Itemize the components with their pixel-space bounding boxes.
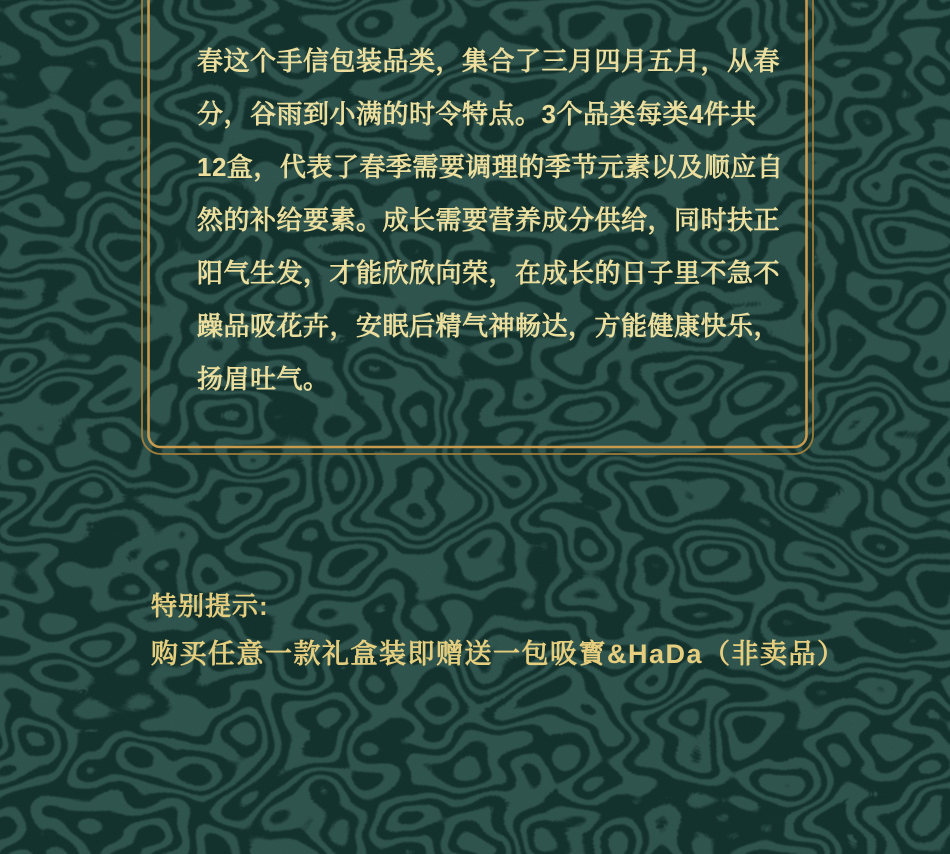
intro-paragraph bbox=[197, 35, 784, 406]
notice-heading: 特别提示: bbox=[151, 591, 269, 621]
notice-body: 购买任意一款礼盒装即赠送一包吸寳&HaDa（非卖品） bbox=[151, 639, 846, 669]
intro-line-5: 阳气生发，才能欣欣向荣，在成长的日子里不急不 bbox=[197, 258, 781, 288]
intro-line-6: 躁品吸花卉，安眠后精气神畅达，方能健康快乐， bbox=[197, 311, 781, 341]
intro-line-7: 扬眉吐气。 bbox=[197, 364, 330, 394]
intro-line-2: 分，谷雨到小满的时令特点。3个品类每类4件共 bbox=[197, 99, 757, 129]
intro-line-4: 然的补给要素。成长需要营养成分供给，同时扶正 bbox=[197, 205, 781, 235]
intro-line-1: 春这个手信包装品类，集合了三月四月五月，从春 bbox=[197, 46, 781, 76]
intro-line-3: 12盒，代表了春季需要调理的季节元素以及顺应自 bbox=[197, 152, 784, 182]
